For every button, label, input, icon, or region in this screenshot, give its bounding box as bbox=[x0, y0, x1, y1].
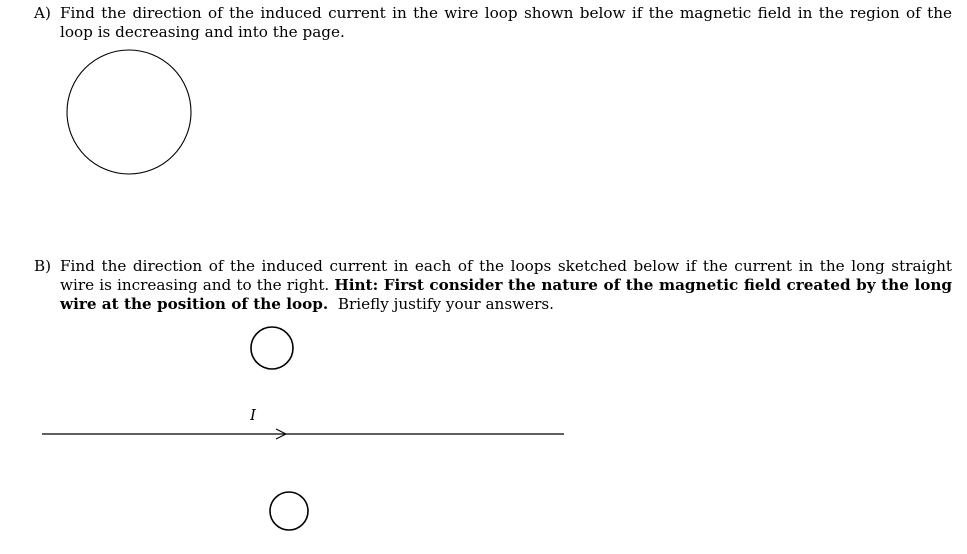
problem-b-hint: Hint: First consider the nature of the magnetic field created by the long wire at the position of the loop. bbox=[60, 276, 953, 313]
wire-loop-lower bbox=[270, 492, 308, 530]
problem-b-text-end: Briefly justify your answers. bbox=[337, 295, 554, 313]
problem-b-label: B) bbox=[34, 257, 52, 275]
problem-a-text: Find the direction of the induced current in the wire loop shown below if the magnetic field in the region of the loop is decreasing and into the page. bbox=[60, 4, 952, 41]
problem-b-text-start: Find the direction of the induced current in each of the loops sketched below if the current in the long straight wire is increasing and to the right. bbox=[60, 257, 952, 294]
problem-a-label: A) bbox=[34, 4, 51, 22]
current-label: I bbox=[250, 406, 256, 424]
wire-loop-upper bbox=[251, 327, 293, 369]
